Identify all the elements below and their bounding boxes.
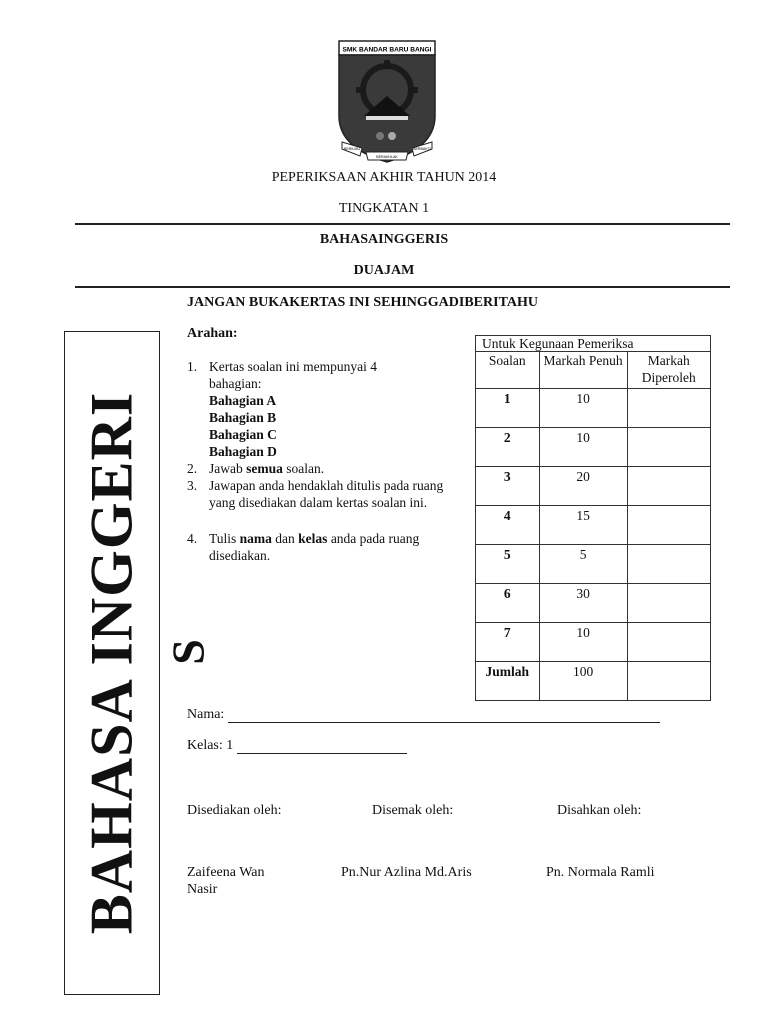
table-row: [476, 506, 711, 545]
question-number: 1: [476, 389, 540, 428]
name-label: Nama:: [187, 707, 225, 722]
class-field: [187, 738, 407, 754]
divider-top: [75, 223, 730, 225]
section-d: Bahagian D: [209, 444, 277, 459]
table-row: [476, 584, 711, 623]
approved-by-label: Disahkan oleh:: [557, 803, 642, 818]
table-row: [476, 467, 711, 506]
marks-obtained-cell[interactable]: [627, 506, 710, 545]
full-marks: 5: [539, 545, 627, 584]
instructions-title: Arahan:: [187, 326, 238, 341]
marks-obtained-cell[interactable]: [627, 623, 710, 662]
marks-obtained-cell[interactable]: [627, 545, 710, 584]
question-number: 7: [476, 623, 540, 662]
marks-obtained-cell[interactable]: [627, 584, 710, 623]
prepared-by-name: Zaifeena Wan Nasir: [187, 865, 265, 897]
table-row: [476, 428, 711, 467]
question-number: 6: [476, 584, 540, 623]
instruction-number: 1.: [187, 359, 198, 374]
question-number: 5: [476, 545, 540, 584]
examiner-marks-table: [475, 335, 711, 701]
total-label: Jumlah: [476, 662, 540, 701]
warning-text: JANGAN BUKAKERTAS INI SEHINGGADIBERITAHU: [187, 295, 538, 310]
duration-title: DUAJAM: [353, 263, 415, 278]
table-row: [476, 623, 711, 662]
section-list: [209, 392, 277, 460]
name-field: [187, 707, 660, 723]
side-title: BAHASA INGGERI: [78, 391, 145, 935]
instruction-number: 4.: [187, 531, 198, 546]
crest-motto-right: BERBAKTI: [413, 147, 431, 151]
full-marks: 10: [539, 389, 627, 428]
exam-title: PEPERIKSAAN AKHIR TAHUN 2014: [271, 170, 497, 185]
crest-motto-left: BERILMU: [344, 147, 360, 151]
header-soalan: Soalan: [476, 352, 540, 389]
level-title: TINGKATAN 1: [338, 201, 430, 216]
header-markah-diperoleh: Markah Diperoleh: [627, 352, 710, 389]
prepared-by-label: Disediakan oleh:: [187, 803, 282, 818]
instruction-text-line2: yang disediakan dalam kertas soalan ini.: [209, 495, 428, 510]
full-marks: 15: [539, 506, 627, 545]
table-row: [476, 389, 711, 428]
divider-bottom: [75, 286, 730, 288]
full-marks: 20: [539, 467, 627, 506]
crest-motto-center: BERAKHLAK: [376, 155, 398, 159]
section-a: Bahagian A: [209, 393, 277, 408]
question-number: 2: [476, 428, 540, 467]
class-label: Kelas: 1: [187, 738, 234, 753]
table-caption: Untuk Kegunaan Pemeriksa: [476, 336, 711, 352]
subject-title: BAHASAINGGERIS: [319, 232, 449, 247]
total-marks-obtained-cell[interactable]: [627, 662, 710, 701]
marks-obtained-cell[interactable]: [627, 428, 710, 467]
table-row: [476, 545, 711, 584]
full-marks: 30: [539, 584, 627, 623]
emphasis-nama: nama: [239, 531, 272, 546]
marks-obtained-cell[interactable]: [627, 389, 710, 428]
full-marks: 10: [539, 428, 627, 467]
section-c: Bahagian C: [209, 427, 277, 442]
total-full-marks: 100: [539, 662, 627, 701]
section-b: Bahagian B: [209, 410, 277, 425]
marks-obtained-cell[interactable]: [627, 467, 710, 506]
question-number: 4: [476, 506, 540, 545]
class-input-line[interactable]: [237, 739, 407, 754]
instruction-number: 2.: [187, 461, 198, 476]
checked-by-label: Disemak oleh:: [372, 803, 454, 818]
emphasis-semua: semua: [246, 461, 283, 476]
question-number: 3: [476, 467, 540, 506]
table-row-total: [476, 662, 711, 701]
checked-by-name: Pn.Nur Azlina Md.Aris: [341, 865, 472, 880]
instruction-text-line1: Jawapan anda hendaklah ditulis pada ruang: [209, 478, 444, 493]
crest-school-name: SMK BANDAR BARU BANGI: [342, 46, 432, 54]
instruction-text: Kertas soalan ini mempunyai 4 bahagian:: [209, 359, 377, 391]
side-title-overflow: S: [162, 639, 214, 665]
emphasis-kelas: kelas: [298, 531, 328, 546]
full-marks: 10: [539, 623, 627, 662]
school-crest: [336, 38, 438, 168]
name-input-line[interactable]: [228, 708, 660, 723]
side-title-box: [64, 331, 160, 995]
header-markah-penuh: Markah Penuh: [539, 352, 627, 389]
instruction-number: 3.: [187, 478, 198, 493]
approved-by-name: Pn. Normala Ramli: [546, 865, 655, 880]
